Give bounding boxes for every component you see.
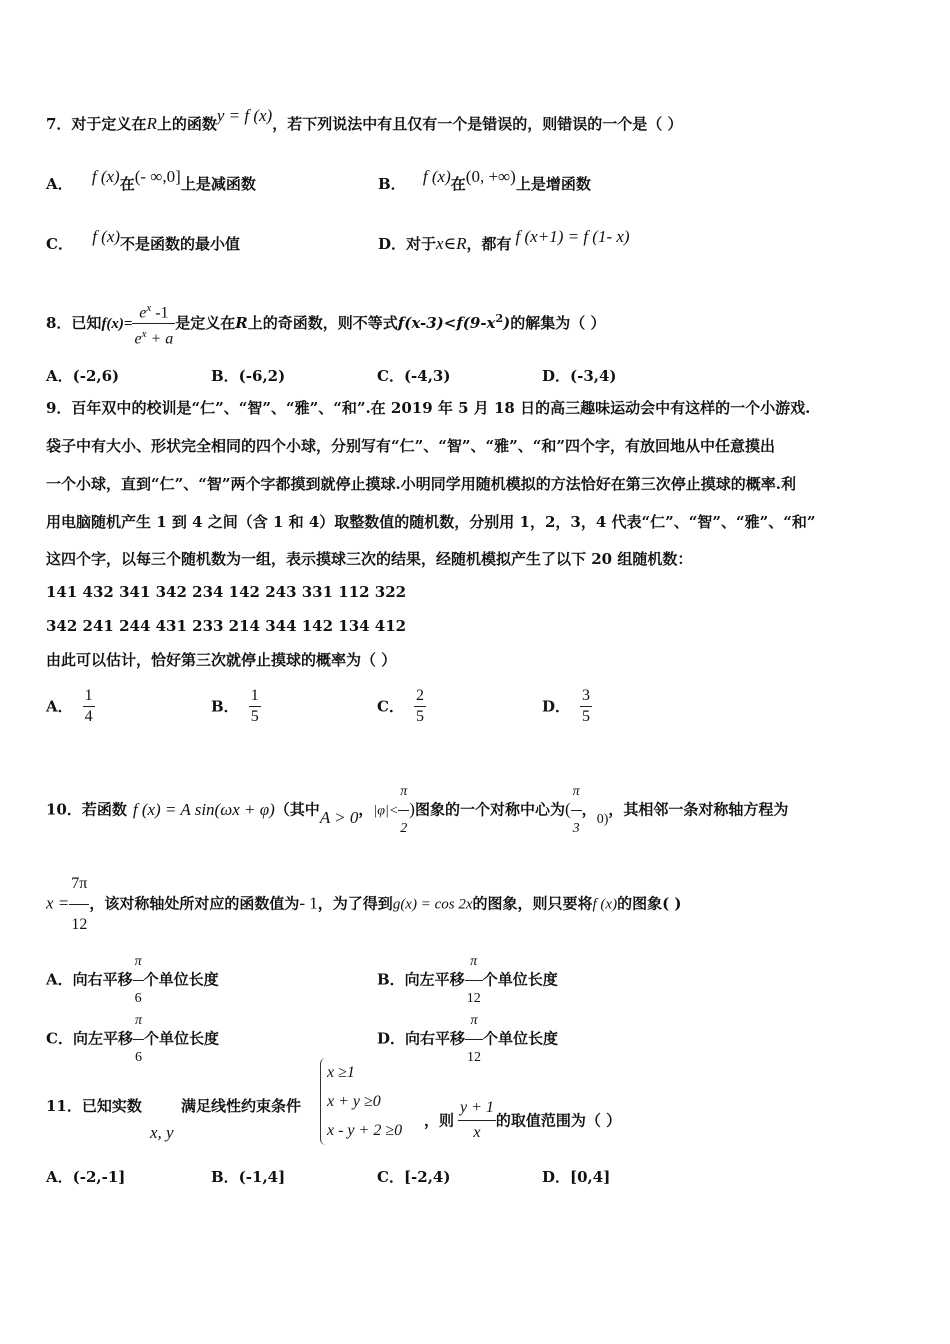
q7-func: y = f (x) [216,106,273,125]
q7-opt-b-label: B． [378,175,406,193]
q8-inequality: $f(x-3)<f(9-x^2)$ [397,311,511,332]
q7-stem-a: 7．对于定义在 [46,115,147,133]
q10-stem-1: 10．若函数 f (x) = A sin(ωx + φ)（其中A > 0，|φ|< $\frac{\pi}{2}$ )图象的一个对称中心为( $\frac{\pi}{3}$ ，0)，其相邻一条对称轴方程为 [46,774,788,847]
q11-constraint-3: x - y + 2 ≥0 [327,1122,403,1139]
q7-opt-a-f: f (x) [91,167,120,186]
q8-stem-a: 8．已知 [46,313,102,332]
q7-opt-c-f: f (x) [92,227,121,246]
q8-var-r: R [235,313,248,332]
q8-option-a: A．(-2,6) [46,367,120,385]
q7-stem-c: ，若下列说法中有且仅有一个是错误的，则错误的一个是（ ） [272,115,683,133]
q9-line-2: 袋子中有大小、形状完全相同的四个小球，分别写有“仁”、“智”、“雅”、“和”四个字，有放回地从中任意摸出 [46,437,776,455]
q8-option-c: C．(-4,3) [377,367,451,385]
q10-value: - 1 [299,893,318,913]
q10-option-d: D．向右平移 $\frac{\pi}{12}$ 个单位长度 [377,1003,558,1076]
q9-line-3: 一个小球，直到“仁”、“智”两个字都摸到就停止摸球.小明同学用随机模拟的方法恰好在第三次停止摸球的概率.利 [46,475,796,493]
q7-opt-b-f: f (x) [422,167,451,186]
q7-opt-b-text: 上是增函数 [515,175,591,193]
q10-stem-d: 图象的一个对称中心为 [414,800,565,819]
q7-option-a [46,167,256,194]
q11-stem-a: 11．已知实数 [46,1097,142,1115]
q7-option-b [378,167,591,194]
q9-line-5: 这四个字，以每三个随机数为一组，表示摸球三次的结果，经随机模拟产生了以下 20 组随机数： [46,550,693,568]
q7-opt-a-interval: (- ∞,0] [134,167,181,186]
q10-axis-lead: x = [46,893,70,913]
q9-option-d: D． $\frac{3}{5}$ [542,687,591,725]
q10-stem-c: ， [358,800,374,819]
q10-cond1: A > 0 [319,807,359,827]
q8-stem-b: 是定义在 [175,313,236,332]
q11-option-c: C．[-2,4) [377,1168,451,1186]
q8-stem [46,298,606,350]
q9-option-c: C． $\frac{2}{5}$ [377,687,424,725]
q7-opt-d-cond: x∈R [436,234,467,253]
q10-option-b: B．向左平移 $\frac{\pi}{12}$ 个单位长度 [377,944,558,1017]
q9-random-numbers-2: 342 241 244 431 233 214 344 142 134 412 [46,617,407,635]
q7-opt-a-label: A． [46,175,73,193]
q7-stem-b: 上的函数 [156,115,217,133]
q11-vars: x, y [150,1123,174,1142]
q8-stem-c: 上的奇函数，则不等式 [247,313,398,332]
q10-option-c: C．向左平移 $\frac{\pi}{6}$ 个单位长度 [46,1003,219,1076]
q10-stem-a: 10．若函数 [46,800,127,819]
q10-stem-e: ，其相邻一条对称轴方程为 [608,800,789,819]
q10-stem-h: 的图象，则只要将 [472,894,593,913]
q11-option-b: B．(-1,4] [211,1168,286,1186]
q11-stem-c: ，则 $\frac{y + 1}{x}$ 的取值范围为（ ） [424,1096,621,1145]
q8-option-b: B．(-6,2) [211,367,286,385]
q7-var-r: R [146,114,157,133]
q7-option-d [378,227,630,254]
q7-option-c [46,227,241,254]
q10-stem-f: ，该对称轴处所对应的函数值为 [89,894,300,913]
q7-opt-b-in: 在 [450,175,466,193]
q10-func: f (x) = A sin(ωx + φ) [132,799,275,819]
q7-opt-d-eq: f (x+1) = f (1- x) [515,227,630,246]
q9-line-1: 9．百年双中的校训是“仁”、“智”、“雅”、“和”.在 2019 年 5 月 18 日的高三趣味运动会中有这样的一个小游戏. [46,399,811,417]
q10-stem-i: 的图象( ) [617,894,682,913]
q7-opt-d-mid: ，都有 [466,235,512,253]
q11-constraint-system [320,1058,402,1145]
q7-opt-a-in: 在 [119,175,135,193]
q8-fraction [132,298,175,350]
q9-option-b: B． $\frac{1}{5}$ [211,687,259,725]
q10-ffunc: f (x) [592,896,618,913]
q9-random-numbers-1: 141 432 341 342 234 142 243 331 112 322 [46,583,407,601]
q7-opt-d-label: D．对于 [378,235,437,253]
q11-option-d: D．[0,4] [542,1168,611,1186]
q10-gfunc: g(x) = cos 2x [392,896,473,913]
q8-frac-num: $e^x$ -1 [139,302,169,322]
q8-frac-den: $e^x + a$ [132,323,175,349]
q9-line-4: 用电脑随机产生 1 到 4 之间（含 1 和 4）取整数值的随机数，分别用 1，2，3，4 代表“仁”、“智”、“雅”、“和” [46,513,816,531]
q10-stem-g: ，为了得到 [317,894,393,913]
q8-stem-d: 的解集为（ ） [510,313,606,332]
q8-option-d: D．(-3,4) [542,367,617,385]
q7-opt-c-text: 不是函数的最小值 [120,235,241,253]
q11-constraint-2: x + y ≥0 [327,1093,381,1110]
q9-question: 由此可以估计，恰好第三次就停止摸球的概率为（ ） [46,651,397,669]
q9-option-a: A． $\frac{1}{4}$ [46,687,93,725]
q10-stem-2: x = $\frac{7\pi}{12}$ ，该对称轴处所对应的函数值为- 1，为了得到g(x) = cos 2x的图象，则只要将f (x)的图象( ) [46,864,682,945]
q8-fx-lead: f(x)= [101,315,133,332]
q7-opt-c-label: C． [46,235,73,253]
q11-constraint-1: x ≥1 [327,1064,355,1081]
q11-option-a: A．(-2,-1] [46,1168,126,1186]
q10-stem-b: （其中 [274,800,320,819]
q7-opt-a-text: 上是减函数 [180,175,256,193]
q7-stem [46,106,683,134]
q11-stem-b: 满足线性约束条件 [181,1097,302,1115]
q10-cond2-lead: |φ|< [373,803,399,819]
q10-option-a: A．向右平移 $\frac{\pi}{6}$ 个单位长度 [46,944,219,1017]
q7-opt-b-interval: (0, +∞) [465,167,516,186]
